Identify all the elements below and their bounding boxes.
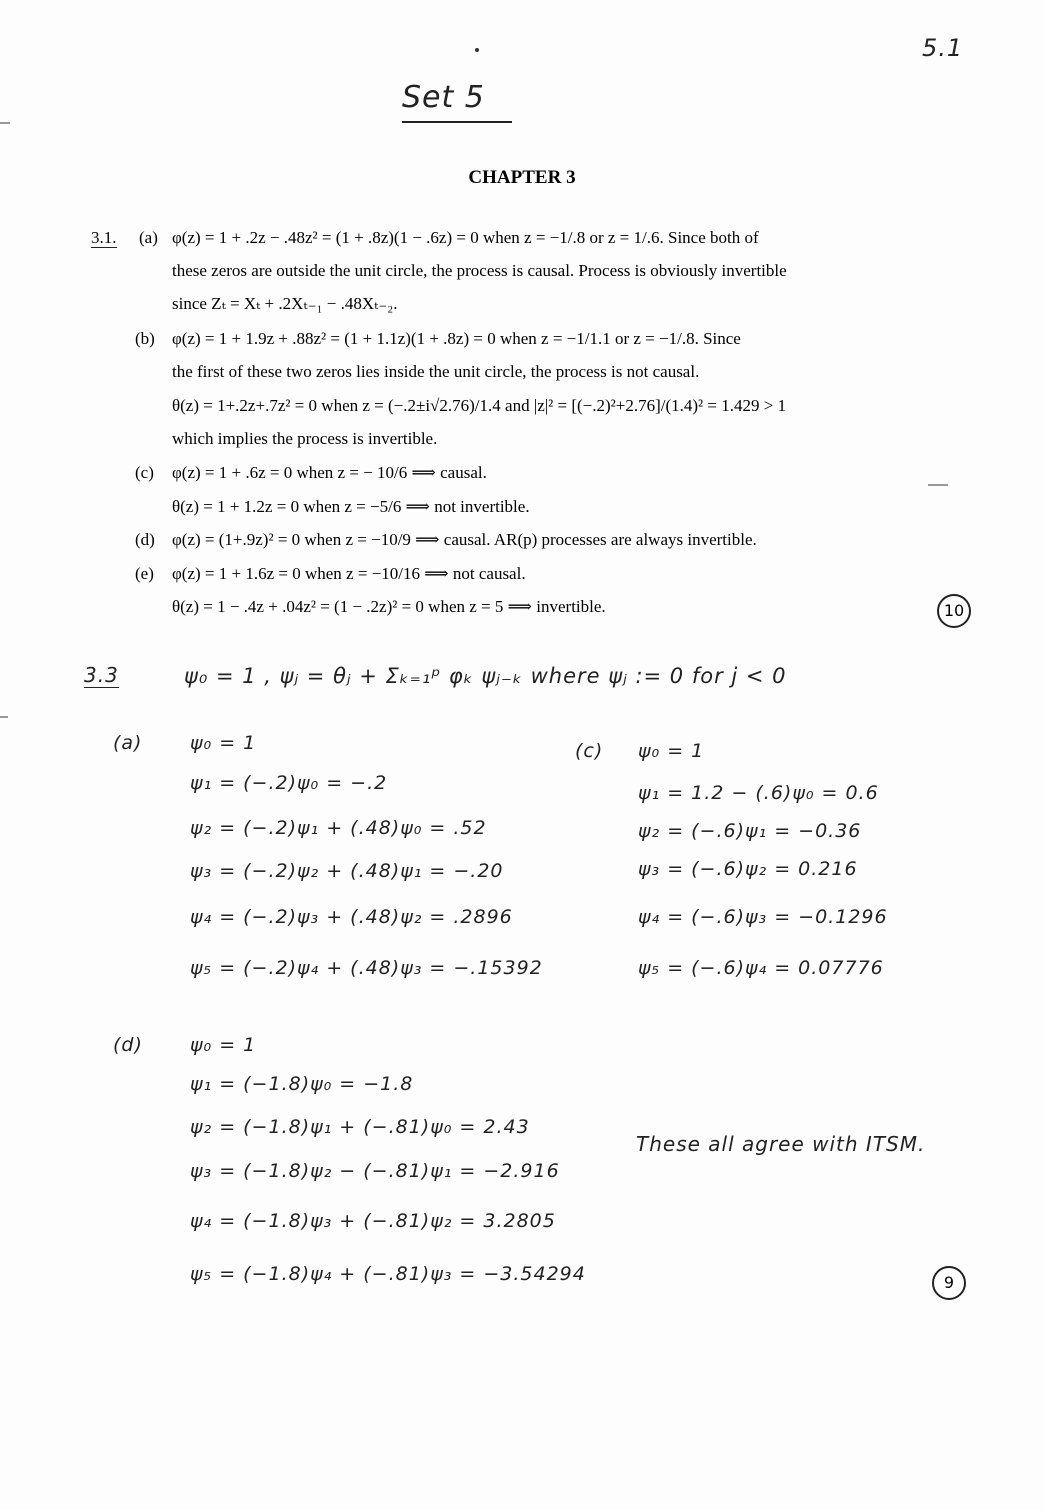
problem-3-3-number: 3.3 <box>84 663 119 687</box>
part-a-line: φ(z) = 1 + .2z − .48z² = (1 + .8z)(1 − .6z) = 0 when z = −1/.8 or z = 1/.6. Since both of <box>172 228 759 247</box>
psi-line: ψ₁ = (−.2)ψ₀ = −.2 <box>190 772 388 794</box>
part-b-line: which implies the process is invertible. <box>172 429 438 448</box>
part-c-label-handwritten: (c) <box>575 740 604 762</box>
psi-line: ψ₄ = (−.6)ψ₃ = −0.1296 <box>638 906 888 928</box>
part-a-line: these zeros are outside the unit circle, the process is causal. Process is obviously invertible <box>172 261 787 280</box>
chapter-heading: CHAPTER 3 <box>468 167 576 188</box>
psi-line: ψ₅ = (−.6)ψ₄ = 0.07776 <box>638 957 884 979</box>
part-e-line: φ(z) = 1 + 1.6z = 0 when z = −10/16 ⟹ not causal. <box>172 564 526 583</box>
psi-line: ψ₂ = (−1.8)ψ₁ + (−.81)ψ₀ = 2.43 <box>190 1116 530 1138</box>
part-b-line: φ(z) = 1 + 1.9z + .88z² = (1 + 1.1z)(1 + .8z) = 0 when z = −1/1.1 or z = −1/.8. Since <box>172 329 741 348</box>
psi-line: ψ₂ = (−.6)ψ₁ = −0.36 <box>638 820 862 842</box>
part-c-line: θ(z) = 1 + 1.2z = 0 when z = −5/6 ⟹ not invertible. <box>172 497 530 516</box>
psi-line: ψ₁ = 1.2 − (.6)ψ₀ = 0.6 <box>638 782 879 804</box>
scan-mark <box>928 484 948 486</box>
scan-mark <box>0 716 8 718</box>
set-title: Set 5 <box>402 80 485 115</box>
score-circle: 10 <box>937 594 971 628</box>
psi-line: ψ₀ = 1 <box>638 740 705 762</box>
psi-line: ψ₀ = 1 <box>190 1034 257 1056</box>
problem-3-1-number: 3.1. <box>91 228 117 247</box>
part-e-label: (e) <box>135 564 154 583</box>
psi-line: ψ₄ = (−.2)ψ₃ + (.48)ψ₂ = .2896 <box>190 906 513 928</box>
part-b-label: (b) <box>135 329 155 348</box>
score-circle: 9 <box>932 1266 966 1300</box>
part-d-line: φ(z) = (1+.9z)² = 0 when z = −10/9 ⟹ causal. AR(p) processes are always invertible. <box>172 530 757 549</box>
page-number: 5.1 <box>922 34 964 62</box>
part-a-label-handwritten: (a) <box>113 732 143 754</box>
ink-dot <box>475 48 479 52</box>
psi-line: ψ₀ = 1 <box>190 732 257 754</box>
scan-mark <box>0 122 10 124</box>
part-c-label: (c) <box>135 463 154 482</box>
psi-line: ψ₃ = (−.6)ψ₂ = 0.216 <box>638 858 858 880</box>
psi-recursion-formula: ψ₀ = 1 , ψⱼ = θⱼ + Σₖ₌₁ᵖ φₖ ψⱼ₋ₖ where ψⱼ := 0 for j < 0 <box>184 664 787 688</box>
set-title-underline <box>402 121 512 123</box>
part-b-line: θ(z) = 1+.2z+.7z² = 0 when z = (−.2±i√2.76)/1.4 and |z|² = [(−.2)²+2.76]/(1.4)² = 1.429 > 1 <box>172 396 787 415</box>
part-a-line: since Zₜ = Xₜ + .2Xₜ₋₁ − .48Xₜ₋₂. <box>172 294 398 313</box>
part-b-line: the first of these two zeros lies inside the unit circle, the process is not causal. <box>172 362 700 381</box>
psi-line: ψ₁ = (−1.8)ψ₀ = −1.8 <box>190 1073 414 1095</box>
psi-line: ψ₅ = (−1.8)ψ₄ + (−.81)ψ₃ = −3.54294 <box>190 1263 586 1285</box>
part-d-label: (d) <box>135 530 155 549</box>
part-d-label-handwritten: (d) <box>113 1034 143 1056</box>
psi-line: ψ₃ = (−.2)ψ₂ + (.48)ψ₁ = −.20 <box>190 860 504 882</box>
itsm-agreement-note: These all agree with ITSM. <box>636 1132 926 1156</box>
psi-line: ψ₅ = (−.2)ψ₄ + (.48)ψ₃ = −.15392 <box>190 957 543 979</box>
psi-line: ψ₃ = (−1.8)ψ₂ − (−.81)ψ₁ = −2.916 <box>190 1160 560 1182</box>
part-a-label: (a) <box>139 228 158 247</box>
part-e-line: θ(z) = 1 − .4z + .04z² = (1 − .2z)² = 0 when z = 5 ⟹ invertible. <box>172 597 606 616</box>
psi-line: ψ₄ = (−1.8)ψ₃ + (−.81)ψ₂ = 3.2805 <box>190 1210 556 1232</box>
psi-line: ψ₂ = (−.2)ψ₁ + (.48)ψ₀ = .52 <box>190 817 487 839</box>
part-c-line: φ(z) = 1 + .6z = 0 when z = − 10/6 ⟹ causal. <box>172 463 487 482</box>
